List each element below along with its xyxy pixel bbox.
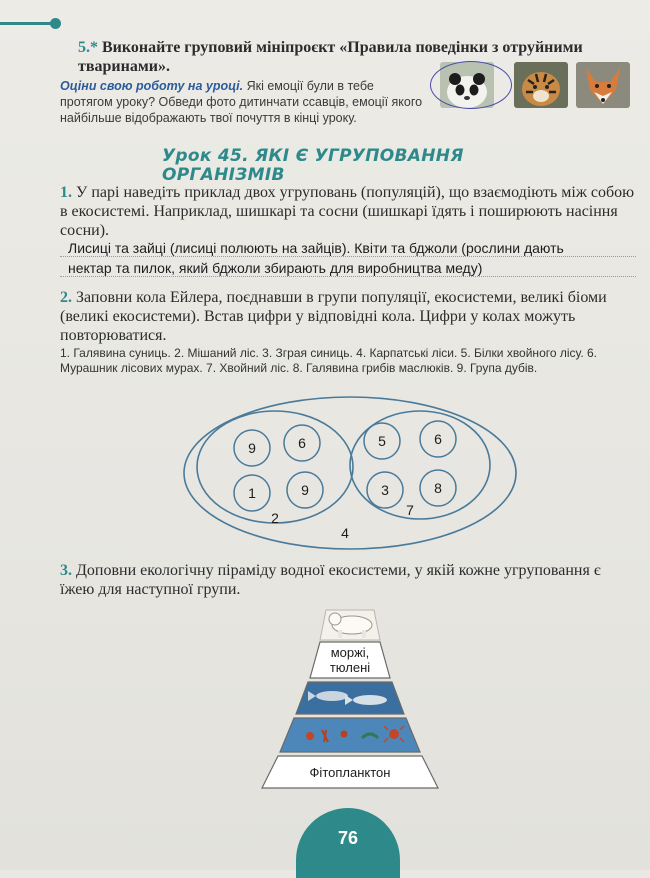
- task3: [60, 561, 636, 599]
- circle-b-value[interactable]: 6: [298, 435, 306, 451]
- euler-diagram: [180, 393, 520, 553]
- task1-text: У парі наведіть приклад двох угруповань (популяцій), що взаємодіють між собою в екосистемі. Наприклад, шишкарі та сосни (шишкарі їдять і поширюють насіння сосни).: [60, 184, 635, 239]
- task1-answer-line2[interactable]: нектар та пилок, який бджоли збирають для виробництва меду): [68, 260, 483, 276]
- circle-d-value[interactable]: 9: [301, 482, 309, 498]
- task1: [60, 183, 636, 240]
- answer-line: [60, 256, 636, 257]
- page-number: 76: [337, 828, 359, 848]
- task2-items-list: 1. Галявина суниць. 2. Мішаний ліс. 3. Зграя синиць. 4. Карпатські ліси. 5. Білки хвойного лісу. 6. Мурашник лісових мурах. 7. Хвойний ліс. 8. Галявина грибів маслюків. 9. Група дубів.: [60, 346, 597, 375]
- task5-text: Виконайте груповий мініпроєкт «Правила поведінки з отруйними тваринами».: [78, 39, 583, 75]
- answer-line: [60, 276, 636, 277]
- polar-bear-icon: [320, 610, 380, 640]
- top-rule-dot: [50, 18, 61, 29]
- self-evaluation-lead: Оціни свою роботу на уроці.: [60, 79, 244, 93]
- circle-e-value[interactable]: 5: [378, 433, 386, 449]
- task5-number: 5.*: [78, 39, 98, 56]
- ecological-pyramid: [222, 600, 478, 790]
- circle-f-value[interactable]: 6: [434, 431, 442, 447]
- task3-number: 3.: [60, 562, 72, 579]
- circle-h-value[interactable]: 8: [434, 480, 442, 496]
- lesson-title: Урок 45. ЯКІ Є УГРУПОВАННЯ ОРГАНІЗМІВ: [162, 146, 464, 185]
- left-group-value[interactable]: 2: [271, 510, 279, 526]
- task1-number: 1.: [60, 184, 72, 201]
- fox-cub-photo[interactable]: [576, 62, 630, 108]
- task2: [60, 288, 636, 345]
- task2-number: 2.: [60, 289, 72, 306]
- circle-g-value[interactable]: 3: [381, 482, 389, 498]
- euler-circles: [180, 393, 520, 553]
- self-evaluation: [60, 78, 426, 126]
- pyramid-level-invertebrates: [280, 718, 420, 752]
- tiger-cub-photo[interactable]: [514, 62, 568, 108]
- right-group-value[interactable]: 7: [406, 502, 414, 518]
- pyramid-level-seals-label2[interactable]: тюлені: [329, 660, 371, 675]
- selection-circle: [430, 61, 512, 109]
- page-number-tab: [296, 808, 400, 878]
- task3-text: Доповни екологічну піраміду водної екосистеми, у якій кожне угруповання є їжею для наступної групи.: [60, 562, 601, 598]
- task2-text: Заповни кола Ейлера, поєднавши в групи популяції, екосистеми, великі біоми (великі екосистеми). Встав цифри у відповідні кола. Цифри у колах можуть повторюватися.: [60, 289, 607, 344]
- self-evaluation-text: Які емоції були в тебе протягом уроку? Обведи фото дитинчати ссавців, емоції якого найбільше відображають твої почуття в кінці уроку.: [60, 79, 423, 125]
- circle-c-value[interactable]: 1: [248, 485, 256, 501]
- circle-a-value[interactable]: 9: [248, 440, 256, 456]
- pyramid-level-seals-label1[interactable]: моржі,: [330, 645, 370, 660]
- pyramid-base-label: Фітопланктон: [309, 765, 391, 780]
- task1-answer-line1[interactable]: Лисиці та зайці (лисиці полюють на зайців). Квіти та бджоли (рослини дають: [68, 240, 564, 256]
- outer-value[interactable]: 4: [341, 525, 349, 541]
- top-rule: [0, 22, 56, 25]
- left-group-ellipse: [197, 411, 353, 523]
